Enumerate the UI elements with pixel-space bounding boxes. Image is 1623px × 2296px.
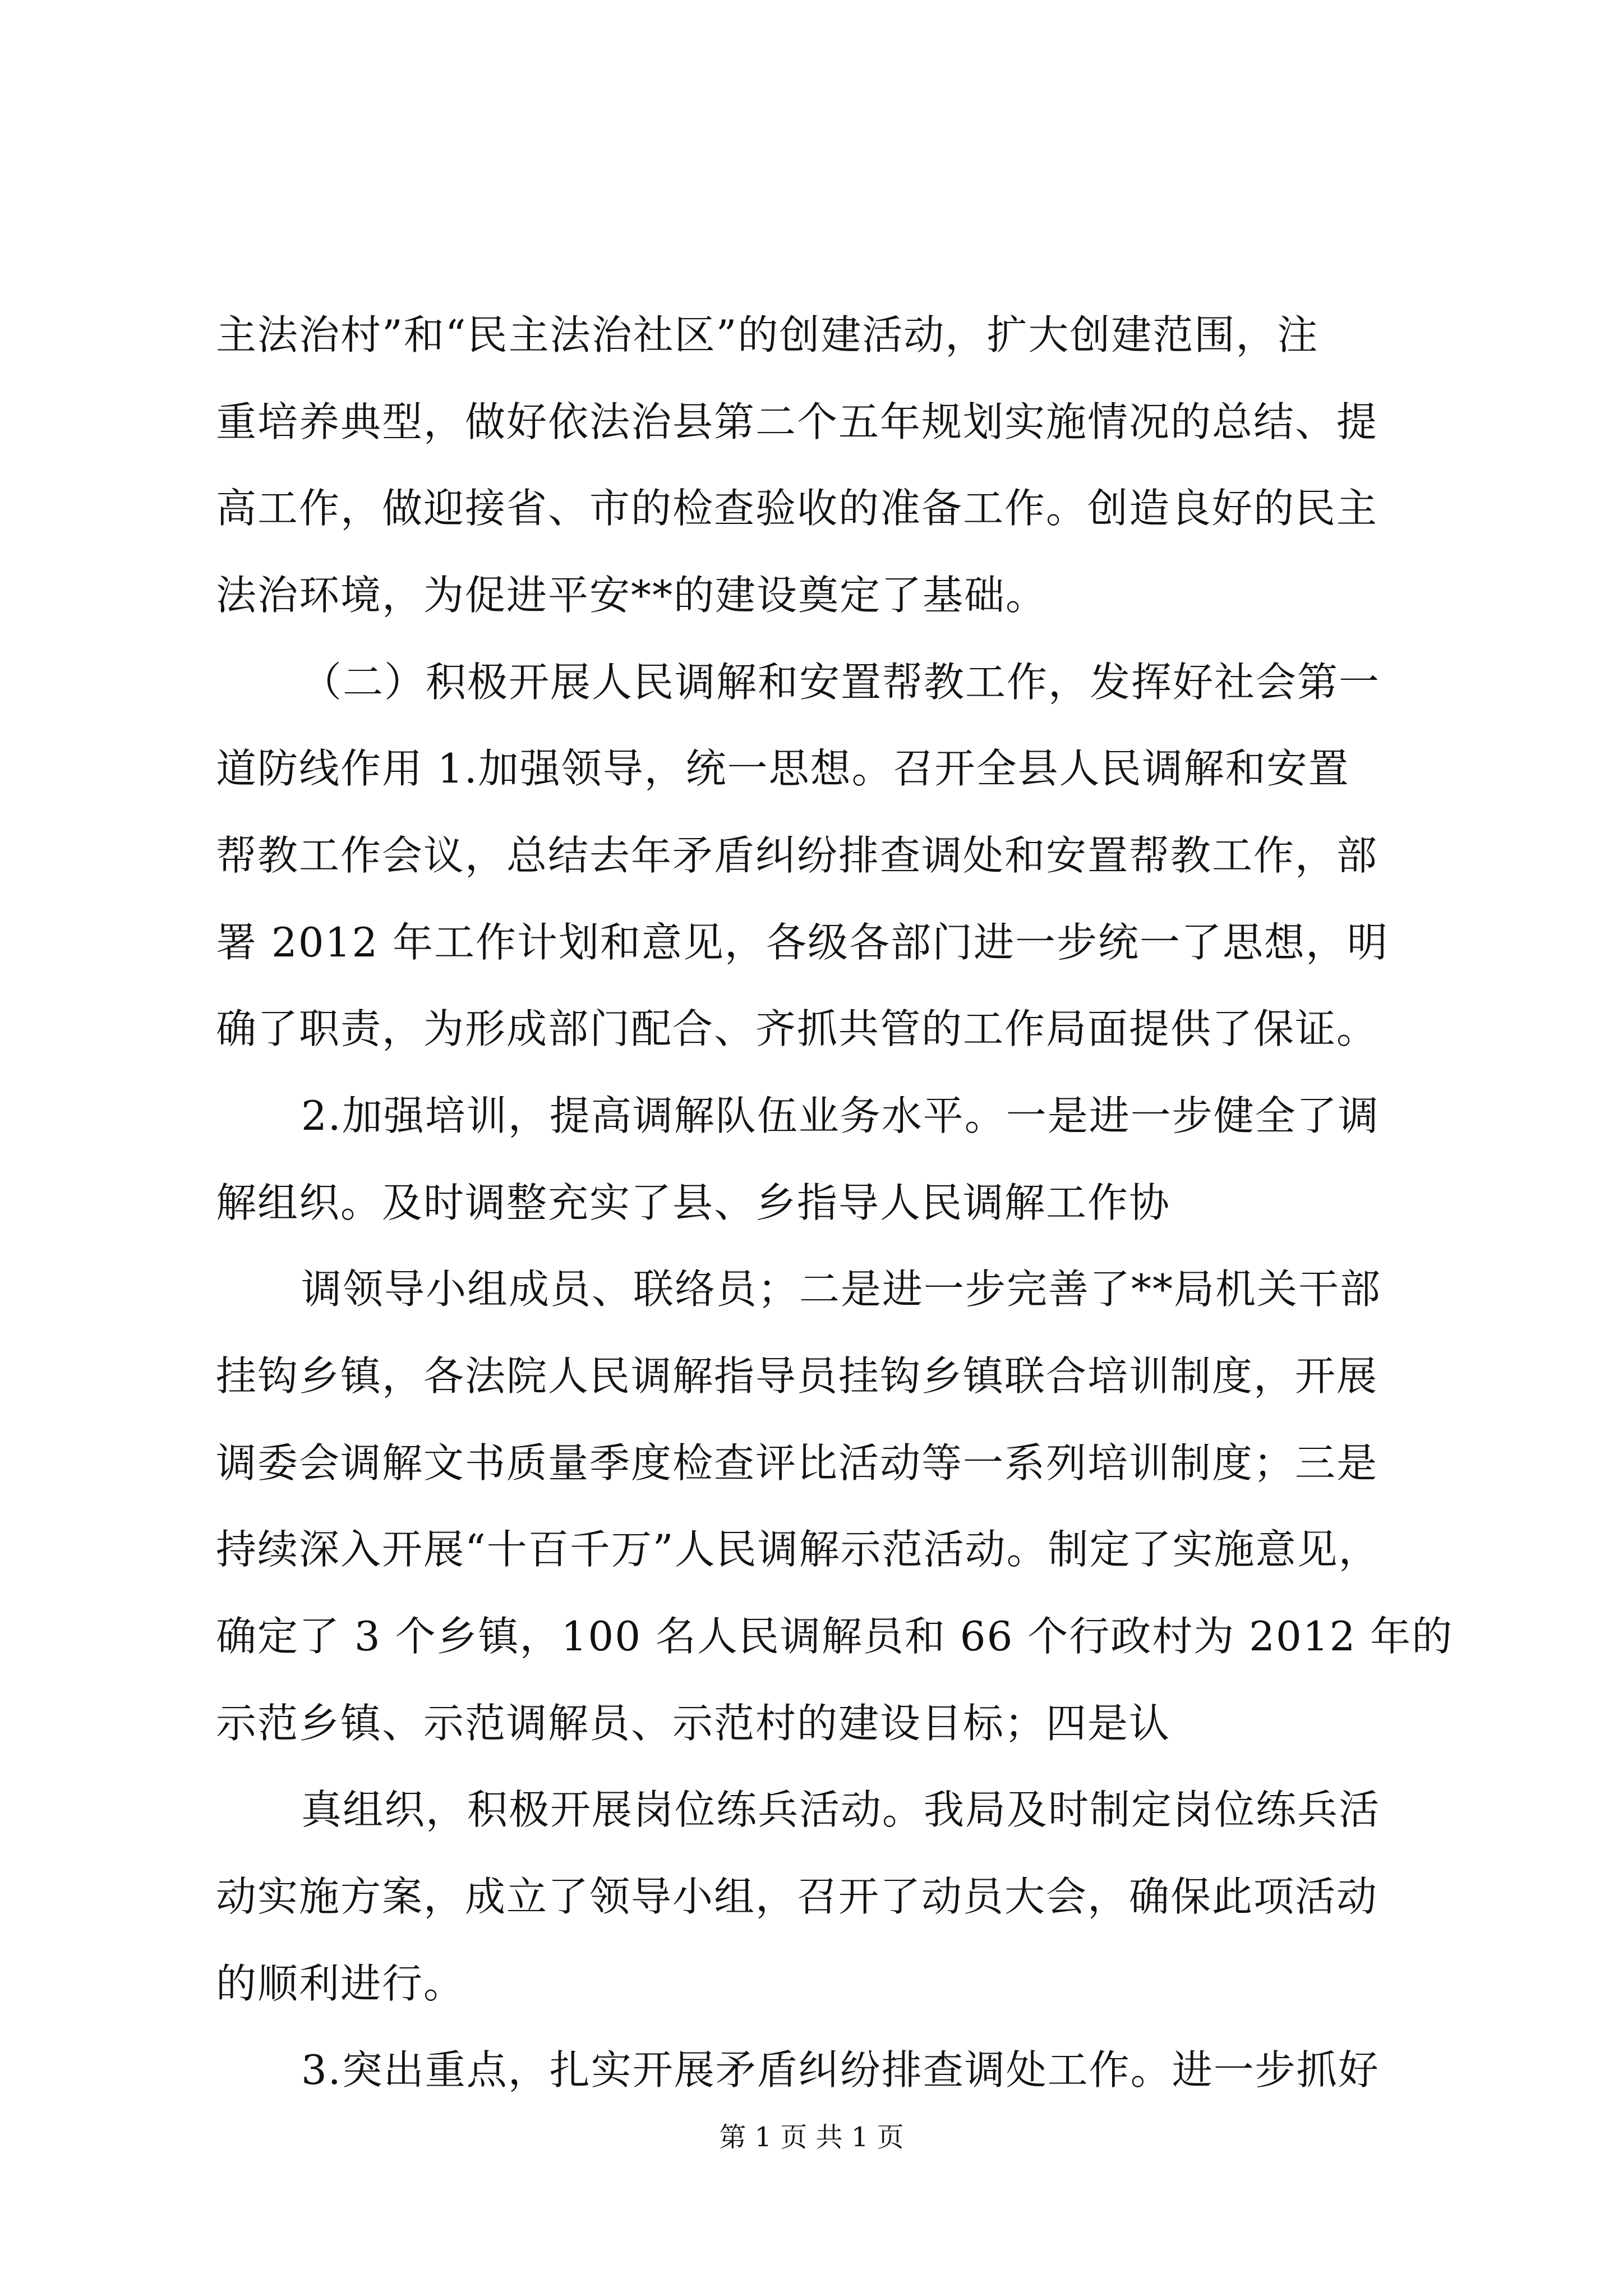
paragraph-start-line: 调领导小组成员、联络员；二是进一步完善了**局机关干部 — [301, 1266, 1382, 1313]
body-line: 帮教工作会议，总结去年矛盾纠纷排查调处和安置帮教工作，部 — [216, 832, 1378, 879]
body-line: 主法治村”和“民主法治社区”的创建活动，扩大创建范围，注 — [216, 311, 1319, 358]
body-line: 示范乡镇、示范调解员、示范村的建设目标；四是认 — [216, 1700, 1171, 1747]
body-line: 持续深入开展“十百千万”人民调解示范活动。制定了实施意见， — [216, 1526, 1380, 1573]
body-line: 挂钩乡镇，各法院人民调解指导员挂钩乡镇联合培训制度，开展 — [216, 1352, 1378, 1400]
body-line: 署 2012 年工作计划和意见，各级各部门进一步统一了思想，明 — [216, 919, 1389, 966]
body-line: 确了职责，为形成部门配合、齐抓共管的工作局面提供了保证。 — [216, 1005, 1378, 1052]
page-footer — [0, 2120, 1623, 2154]
body-line: 重培养典型，做好依法治县第二个五年规划实施情况的总结、提 — [216, 398, 1378, 445]
page-number-label: 第 1 页 共 1 页 — [719, 2122, 904, 2153]
paragraph-start-line: （二）积极开展人民调解和安置帮教工作，发挥好社会第一 — [301, 659, 1381, 706]
body-line: 调委会调解文书质量季度检查评比活动等一系列培训制度；三是 — [216, 1439, 1378, 1487]
body-line: 道防线作用 1.加强领导，统一思想。召开全县人民调解和安置 — [216, 745, 1350, 792]
body-line: 动实施方案，成立了领导小组，召开了动员大会，确保此项活动 — [216, 1873, 1378, 1920]
body-line: 法治环境，为促进平安**的建设奠定了基础。 — [216, 572, 1048, 619]
paragraph-start-line: 真组织，积极开展岗位练兵活动。我局及时制定岗位练兵活 — [301, 1786, 1381, 1833]
body-line: 的顺利进行。 — [216, 1960, 465, 2007]
body-line: 确定了 3 个乡镇，100 名人民调解员和 66 个行政村为 2012 年的 — [216, 1613, 1454, 1660]
body-line: 高工作，做迎接省、市的检查验收的准备工作。创造良好的民主 — [216, 485, 1378, 532]
body-line: 解组织。及时调整充实了县、乡指导人民调解工作协 — [216, 1179, 1171, 1226]
paragraph-start-line: 2.加强培训，提高调解队伍业务水平。一是进一步健全了调 — [301, 1092, 1380, 1139]
paragraph-start-line: 3.突出重点，扎实开展矛盾纠纷排查调处工作。进一步抓好 — [301, 2046, 1380, 2093]
